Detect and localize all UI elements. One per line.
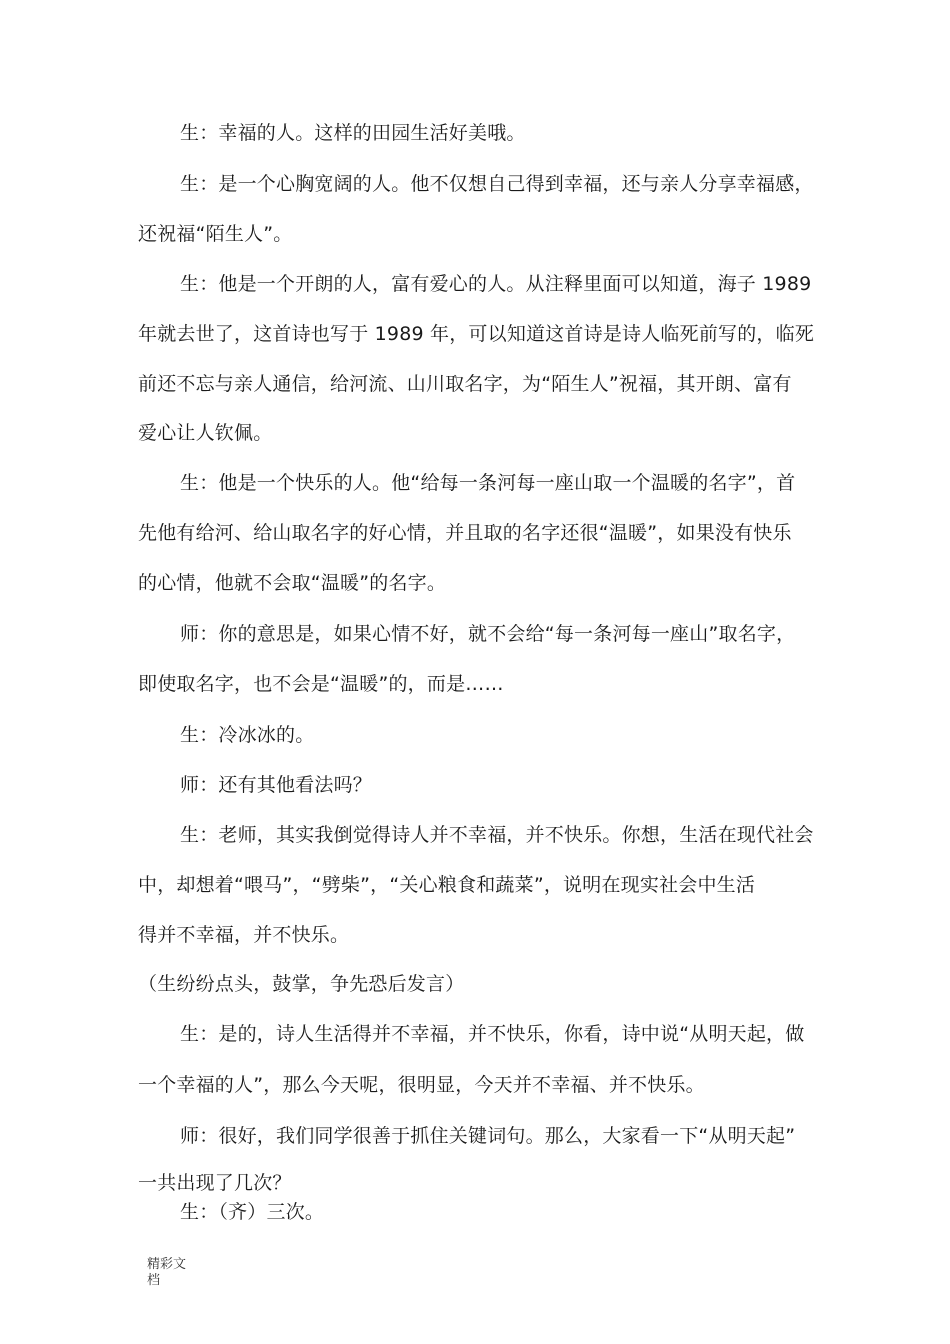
paragraph-line: 生：是的，诗人生活得并不幸福，并不快乐，你看，诗中说“从明天起，做 — [180, 1023, 805, 1045]
paragraph-line: 前还不忘与亲人通信，给河流、山川取名字，为“陌生人”祝福，其开朗、富有 — [138, 373, 792, 395]
paragraph-line: 生：他是一个开朗的人，富有爱心的人。从注释里面可以知道，海子 1989 — [180, 273, 812, 295]
paragraph-line: 生：他是一个快乐的人。他“给每一条河每一座山取一个温暖的名字”，首 — [180, 472, 796, 494]
paragraph-line: 师：你的意思是，如果心情不好，就不会给“每一条河每一座山”取名字， — [180, 623, 796, 645]
paragraph-line: 师：还有其他看法吗？ — [180, 774, 373, 796]
paragraph-line: 先他有给河、给山取名字的好心情，并且取的名字还很“温暖”，如果没有快乐 — [138, 522, 792, 544]
paragraph-line: 中，却想着“喂马”，“劈柴”，“关心粮食和蔬菜”，说明在现实社会中生活 — [138, 874, 756, 896]
paragraph-line: 年就去世了，这首诗也写于 1989 年，可以知道这首诗是诗人临死前写的，临死 — [138, 323, 815, 345]
paragraph-line: 爱心让人钦佩。 — [138, 422, 273, 444]
footer-text: 档 — [147, 1273, 161, 1288]
paragraph-line: 还祝福“陌生人”。 — [138, 223, 293, 245]
paragraph-line: 的心情，他就不会取“温暖”的名字。 — [138, 572, 447, 594]
paragraph-line: 师：很好，我们同学很善于抓住关键词句。那么，大家看一下“从明天起” — [180, 1125, 796, 1147]
paragraph-line: 即使取名字，也不会是“温暖”的，而是…… — [138, 673, 504, 695]
paragraph-line: 生：是一个心胸宽阔的人。他不仅想自己得到幸福，还与亲人分享幸福感， — [180, 173, 814, 195]
paragraph-line: 一共出现了几次？ — [138, 1172, 292, 1194]
paragraph-line: 得并不幸福，并不快乐。 — [138, 924, 350, 946]
paragraph-line: 生：老师，其实我倒觉得诗人并不幸福，并不快乐。你想，生活在现代社会 — [180, 824, 814, 846]
paragraph-line: （生纷纷点头，鼓掌，争先恐后发言） — [138, 973, 465, 995]
paragraph-line: 生：冷冰冰的。 — [180, 724, 315, 746]
paragraph-line: 生：（齐）三次。 — [180, 1201, 325, 1223]
footer-text: 精彩文 — [147, 1257, 187, 1272]
paragraph-line: 一个幸福的人”，那么今天呢，很明显，今天并不幸福、并不快乐。 — [138, 1074, 705, 1096]
paragraph-line: 生：幸福的人。这样的田园生活好美哦。 — [180, 122, 526, 144]
